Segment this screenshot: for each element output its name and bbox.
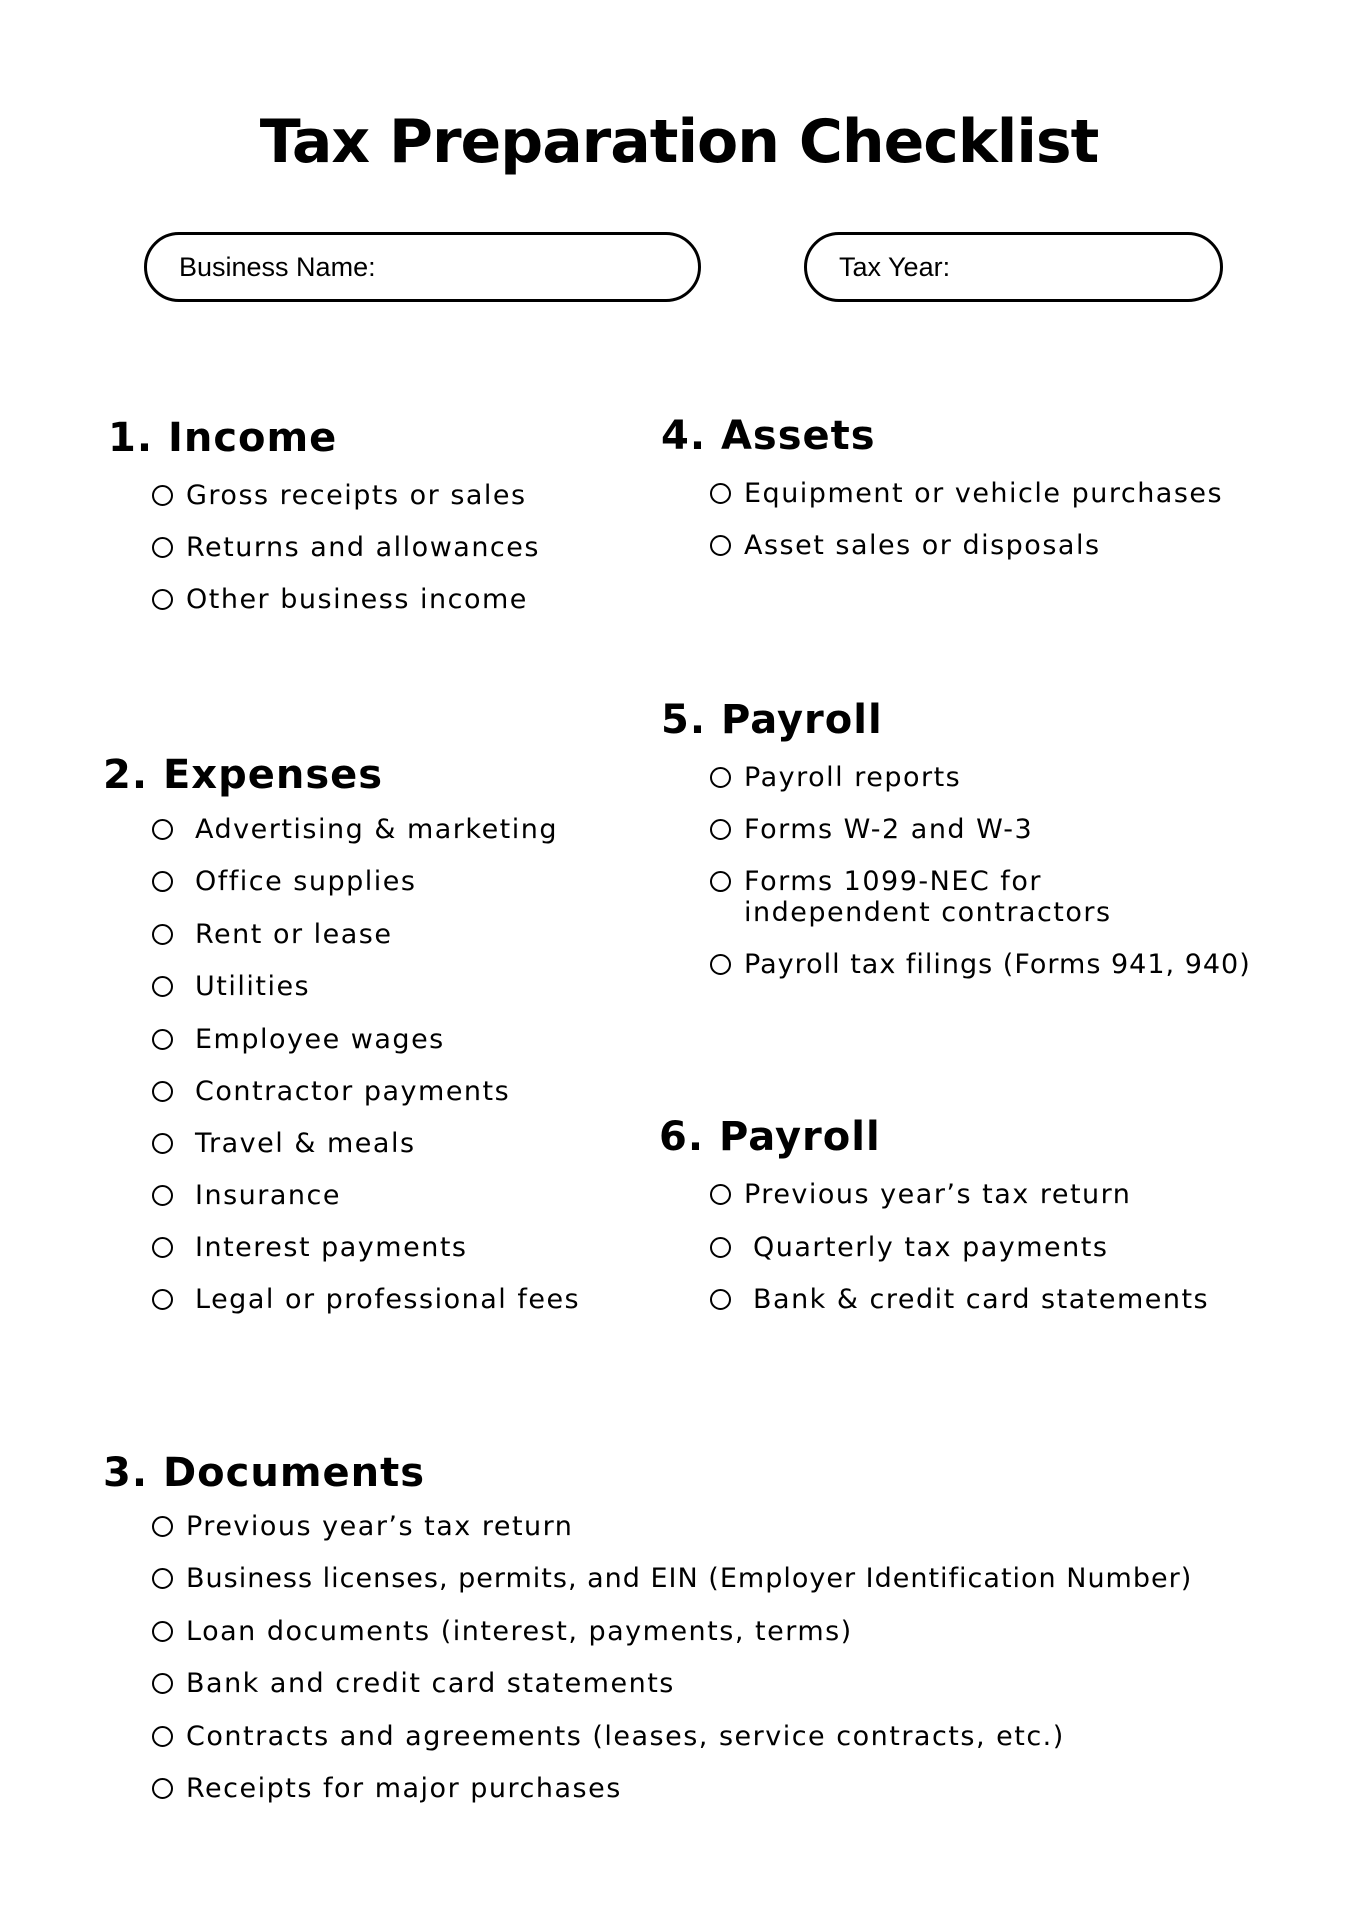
item-label: Legal or professional fees [195,1284,581,1315]
checkbox-circle-icon[interactable] [710,535,731,556]
checkbox-circle-icon[interactable] [152,1621,173,1642]
item-label: Employee wages [195,1024,445,1055]
section-assets [661,413,876,459]
section-heading-payroll: 5. Payroll [661,697,883,743]
business-name-field[interactable] [144,232,701,302]
checkbox-circle-icon[interactable] [710,1289,731,1310]
section-heading-payroll-6: 6. Payroll [659,1114,881,1160]
checkbox-circle-icon[interactable] [710,767,731,788]
item-label: Interest payments [195,1232,468,1263]
item-label: Previous year’s tax return [186,1511,574,1542]
section-heading-assets: 4. Assets [661,413,876,459]
item-label: Other business income [186,584,528,615]
checkbox-circle-icon[interactable] [710,483,731,504]
item-label: Payroll reports [744,762,962,793]
checkbox-circle-icon[interactable] [152,537,173,558]
checkbox-circle-icon[interactable] [152,1133,173,1154]
tax-year-field[interactable] [804,232,1223,302]
checkbox-circle-icon[interactable] [152,1237,173,1258]
section-heading-expenses: 2. Expenses [103,752,384,798]
section-heading-documents: 3. Documents [103,1450,426,1496]
item-label: Insurance [195,1180,341,1211]
section-payroll [661,697,883,743]
checkbox-circle-icon[interactable] [710,1237,731,1258]
checkbox-circle-icon[interactable] [152,485,173,506]
checkbox-circle-icon[interactable] [152,819,173,840]
checkbox-circle-icon[interactable] [710,954,731,975]
checkbox-circle-icon[interactable] [152,1081,173,1102]
item-label: Asset sales or disposals [744,530,1101,561]
checkbox-circle-icon[interactable] [152,1516,173,1537]
page-title: Tax Preparation Checklist [259,107,1099,177]
checkbox-circle-icon[interactable] [710,871,731,892]
item-label: Business licenses, permits, and EIN (Employer Identification Number) [186,1563,1193,1594]
checkbox-circle-icon[interactable] [152,1185,173,1206]
checkbox-circle-icon[interactable] [710,1184,731,1205]
item-label: Returns and allowances [186,532,540,563]
item-label: Rent or lease [195,919,393,950]
item-label: Quarterly tax payments [753,1232,1109,1263]
item-label: Previous year’s tax return [744,1179,1132,1210]
item-label: Travel & meals [195,1128,416,1159]
checkbox-circle-icon[interactable] [152,1778,173,1799]
item-label: Forms W-2 and W-3 [744,814,1034,845]
checkbox-circle-icon[interactable] [152,1673,173,1694]
tax-year-label: Tax Year: [839,251,951,282]
item-label: Bank & credit card statements [753,1284,1210,1315]
item-label: Loan documents (interest, payments, terms) [186,1616,853,1647]
section-expenses [103,752,384,798]
item-label: Bank and credit card statements [186,1668,675,1699]
checkbox-circle-icon[interactable] [152,1726,173,1747]
item-label: Receipts for major purchases [186,1773,622,1804]
business-name-label: Business Name: [179,251,376,282]
section-heading-income: 1. Income [108,415,338,461]
checkbox-circle-icon[interactable] [152,1029,173,1050]
section-income [108,415,338,461]
item-label: independent contractors [744,897,1112,928]
item-label: Payroll tax filings (Forms 941, 940) [744,949,1251,980]
item-label: Office supplies [195,866,417,897]
item-label: Gross receipts or sales [186,480,527,511]
checkbox-circle-icon[interactable] [152,924,173,945]
item-label: Forms 1099-NEC for [744,866,1042,897]
checkbox-circle-icon[interactable] [152,589,173,610]
item-label: Contracts and agreements (leases, service contracts, etc.) [186,1721,1065,1752]
section-payroll-6 [659,1114,881,1160]
item-label: Utilities [195,971,311,1002]
checkbox-circle-icon[interactable] [710,819,731,840]
checkbox-circle-icon[interactable] [152,1289,173,1310]
item-label: Contractor payments [195,1076,511,1107]
checkbox-circle-icon[interactable] [152,1568,173,1589]
checkbox-circle-icon[interactable] [152,976,173,997]
item-label: Equipment or vehicle purchases [744,478,1224,509]
checkbox-circle-icon[interactable] [152,871,173,892]
item-label: Advertising & marketing [195,814,559,845]
section-documents [103,1450,426,1496]
